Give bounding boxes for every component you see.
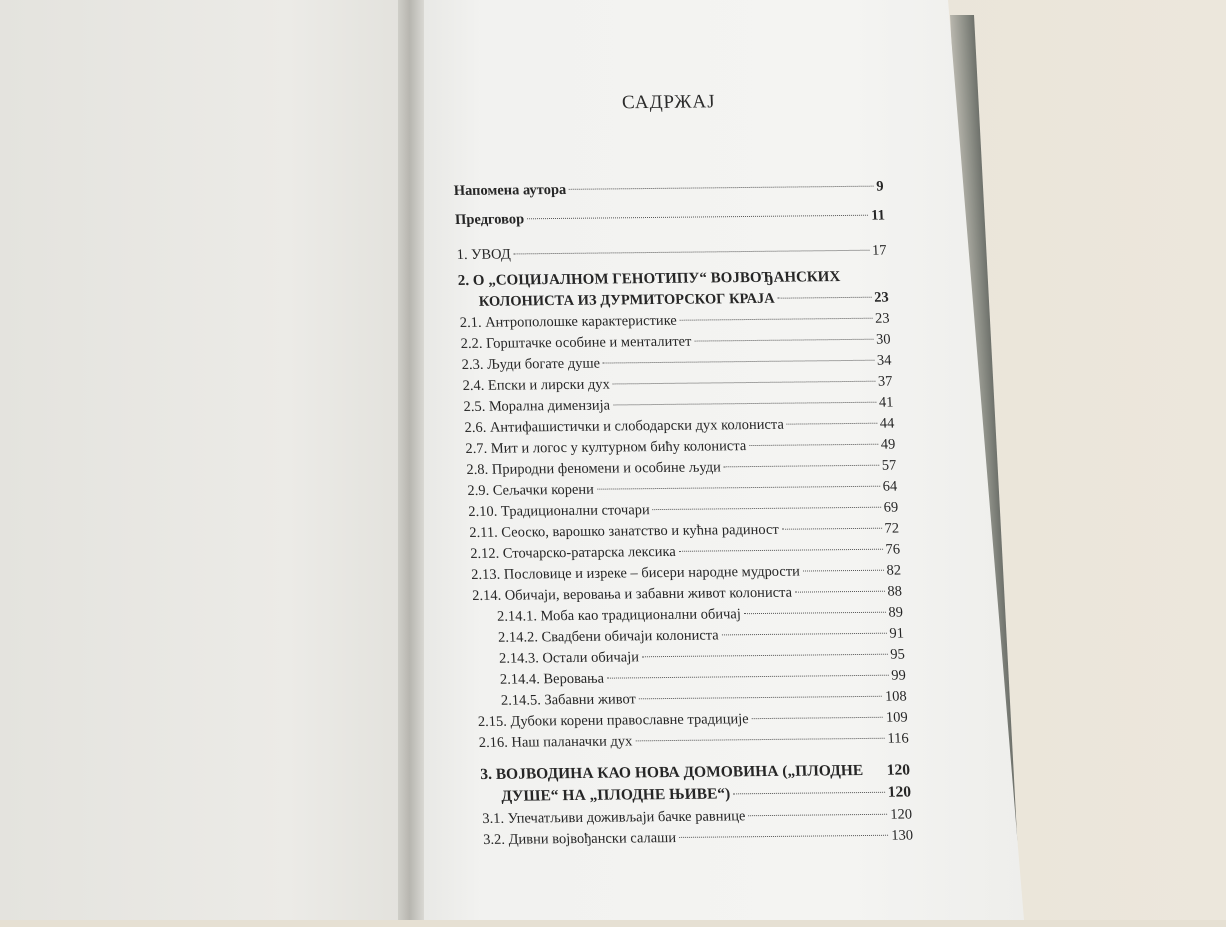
toc-entry-text: 2.14. Обичаји, веровања и забавни живот колониста [471,584,793,605]
toc-entry-text: 3.1. Упечатљиви доживљаји бачке равнице [481,808,746,828]
toc-heading-line: 3. ВОЈВОДИНА КАО НОВА ДОМОВИНА („ПЛОДНЕ [479,762,864,784]
toc-entry-page: 99 [890,667,907,684]
toc-entry-page: 108 [884,688,908,705]
toc-entry-text: 2.6. Антифашистички и слободарски дух колониста [464,416,785,437]
toc-entry-text: 2.13. Пословице и изреке – бисери народне мудрости [470,563,801,584]
toc-entry-page: 41 [878,394,894,411]
toc-entry-page: 88 [887,583,903,600]
toc-entry [483,825,914,852]
toc-entry-page: 49 [880,436,896,453]
toc-entry-text: ДУШЕ“ НА „ПЛОДНЕ ЊИВЕ“) [500,785,731,805]
toc-entry-text: Предговор [454,211,525,229]
toc-entry-page: 64 [882,478,898,495]
toc-entry-page: 89 [888,604,904,621]
toc-entry-page: 76 [885,541,901,558]
toc-entry-text: 2.3. Људи богате душе [461,355,601,374]
toc-entry-text: 2.8. Природни феномени и особине људи [466,459,722,479]
toc-entry-page: 44 [879,415,895,432]
toc-entry [453,176,884,203]
toc-entry-page: 23 [873,289,890,306]
toc-entry-text: 2.14.5. Забавни живот [500,691,637,709]
toc-entry-page: 9 [875,178,884,195]
toc-entry-page: 69 [883,499,899,516]
toc-entry-page: 82 [886,562,902,579]
toc-entry-text: 1. УВОД [456,246,512,264]
toc-heading-line: 2. О „СОЦИЈАЛНОМ ГЕНОТИПУ“ ВОЈВОЂАНСКИХ [457,269,841,290]
toc-entry-text: 2.7. Мит и логос у културном бићу колониста [465,438,747,458]
toc-entry-page: 30 [875,331,891,348]
toc-entry-page: 57 [881,457,897,474]
toc-entry-page: 72 [884,520,900,537]
toc-entry-page: 34 [876,352,892,369]
toc-entry-text: 3.2. Дивни војвођански салаши [482,829,677,849]
toc-entry-page: 130 [890,827,914,844]
toc-entry-text: Напомена аутора [453,181,567,200]
toc-entry-page: 120 [890,806,913,823]
toc-entry-page: 120 [887,783,912,801]
toc-entry-text: 2.10. Традиционални сточари [467,502,651,521]
toc-entry-text: 2.1. Антрополошке карактеристике [459,312,678,332]
toc-entry-page: 120 [886,761,911,779]
toc-entry-text: 2.2. Горштачке особине и менталитет [460,333,692,353]
toc-entry-text: 2.5. Морална димензија [463,397,611,416]
toc-entry [456,240,887,267]
toc-entry [478,728,909,755]
toc-entry-text: 2.14.4. Веровања [499,670,605,688]
toc-entry-text: 2.16. Наш паланачки дух [478,733,633,752]
toc-entry-page: 116 [887,730,910,747]
toc-entry-page: 11 [870,207,886,224]
toc-entry-text: 2.12. Сточарско-ратарска лексика [469,543,677,563]
toc-entry-page: 23 [874,310,890,327]
toc-entry-text: 2.11. Сеоско, варошко занатство и кућна радиност [468,521,780,542]
toc-entry-page: 37 [877,373,893,390]
toc-entry-text: 2.14.2. Свадбени обичаји колониста [497,627,720,646]
toc-entry-text: 2.14.3. Остали обичаји [498,649,640,667]
toc-entry-page: 95 [889,646,906,663]
toc-entry-text: 2.14.1. Моба као традиционални обичај [496,606,742,625]
toc-entry-text: 2.4. Епски и лирски дух [462,376,611,395]
toc-entry-page: 109 [885,709,909,726]
toc-entry-text: 2.9. Сељачки корени [467,481,595,500]
toc-entry-text: КОЛОНИСТА ИЗ ДУРМИТОРСКОГ КРАЈА [478,290,776,310]
toc-entry-page: 17 [871,242,887,259]
toc-entry-text: 2.15. Дубоки корени православне традиције [477,711,750,731]
page-title: САДРЖАЈ [621,91,716,114]
toc-entry-page: 91 [889,625,905,642]
toc-entry [455,205,886,232]
